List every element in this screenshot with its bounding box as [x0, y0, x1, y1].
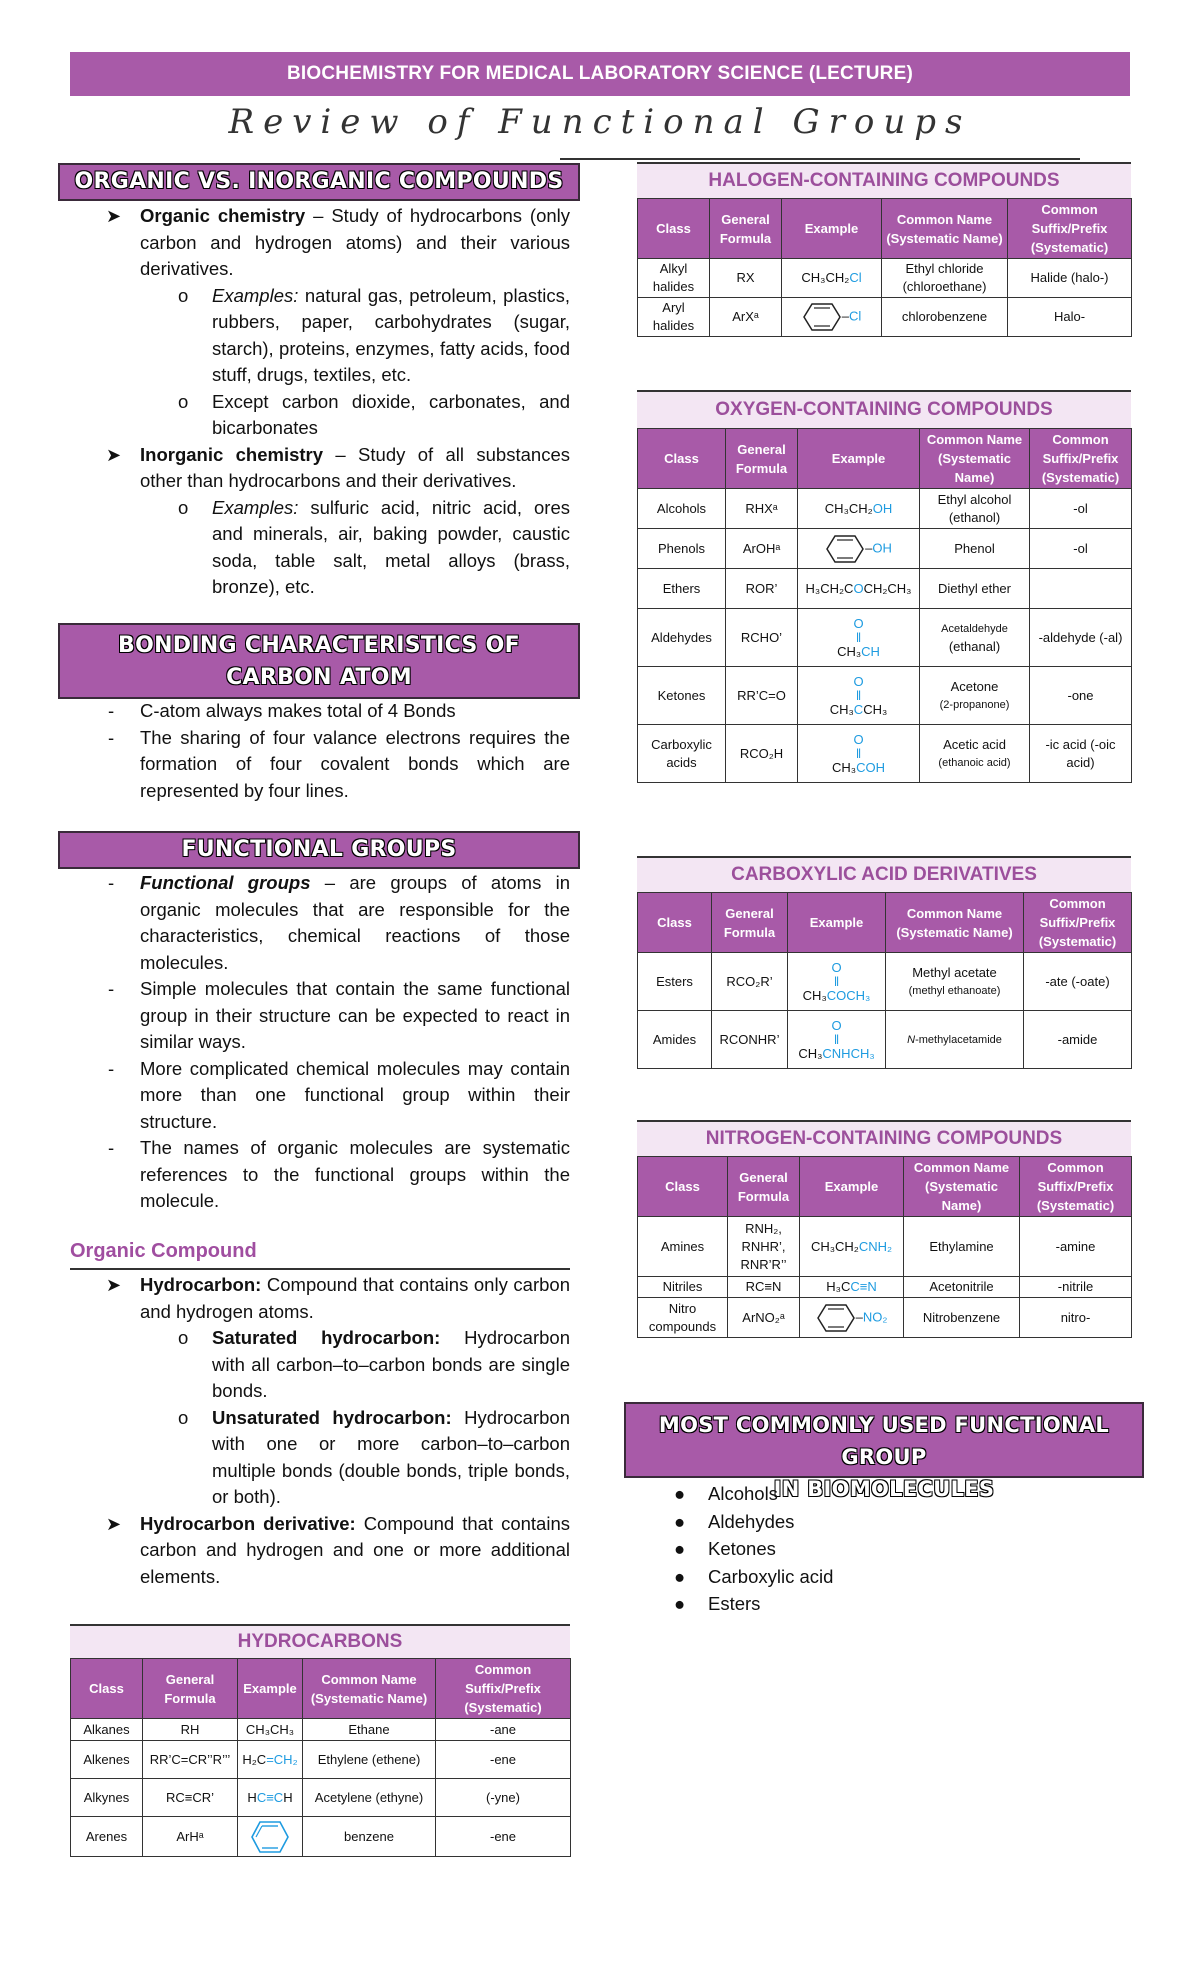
organic-except-item: o Except carbon dioxide, carbonates, and bicarbonates [178, 390, 570, 438]
saturated-item: o Saturated hydrocarbon: Hydrocarbon with all carbon–to–carbon bonds are single bonds. [178, 1327, 570, 1401]
organic-compound-body [70, 1272, 570, 1590]
list-item: ● Ketones [668, 1535, 1068, 1563]
functional-groups-body [70, 870, 570, 1215]
organic-vs-inorganic-body [70, 203, 570, 601]
table-caption: HYDROCARBONS [70, 1624, 570, 1658]
benzene-ring-icon [816, 1303, 856, 1333]
col-header-suffix: Common Suffix/Prefix (Systematic) [436, 1659, 571, 1719]
table-row: Alkenes RR’C=CR’’R’’’ H₂C=CH₂ Ethylene (ethene) -ene [71, 1741, 571, 1779]
title-underline [560, 158, 1080, 160]
col-header-class: Class [71, 1659, 143, 1719]
list-item: ● Alcohols [668, 1480, 1068, 1508]
dot-bullet-icon: ● [674, 1593, 686, 1614]
table-row: Alkynes RC≡CR’ HC≡CH Acetylene (ethyne) (-yne) [71, 1779, 571, 1817]
list-item: - Functional groups – are groups of atoms in organic molecules that are responsible for the characteristics, chemical reactions of those molecules. [108, 872, 570, 973]
circle-bullet-icon: o [178, 390, 189, 412]
table-row: Alkanes RH CH₃CH₃ Ethane -ane [71, 1719, 571, 1741]
arrow-bullet-icon: ➤ [106, 1513, 122, 1534]
table-row: Esters RCO₂R’ O ‖ CH₃COCH₃ Methyl acetate (methyl ethanoate) -ate (-oate) [638, 953, 1132, 1011]
course-banner: BIOCHEMISTRY FOR MEDICAL LABORATORY SCIENCE (LECTURE) [70, 52, 1130, 96]
functional-groups-header: FUNCTIONAL GROUPS [58, 831, 580, 869]
table-row: Aldehydes RCHO’ O ‖ CH₃CH Acetaldehyde (ethanal) -aldehyde (-al) [638, 609, 1132, 667]
oxygen-table: OXYGEN-CONTAINING COMPOUNDS Class General Formula Example Common Name (Systematic Name) Common Suffix/Prefix (Systematic) Alcohols RHXᵃ CH₃CH₂OH Ethyl alcohol (ethanol) -ol Phenols ArOHᵃ –OH Phenol -ol Ethers ROR’ H₃CH₂COCH₂CH₃ Diethyl ether Aldehydes RCHO’ O ‖ CH₃CH Acetaldehyde (ethanal) -aldehyde (-al) Ketones RR’C=O O ‖ CH₃CCH₃ Acetone (2-propanone) -one Carboxylic acids RCO₂H O ‖ CH₃COH Acetic acid (ethanoic acid) -ic acid (-oic acid) [637, 390, 1131, 783]
list-item: ● Aldehydes [668, 1508, 1068, 1536]
table-row: Alcohols RHXᵃ CH₃CH₂OH Ethyl alcohol (ethanol) -ol [638, 489, 1132, 529]
table-row: Nitriles RC≡N H₃CC≡N Acetonitrile -nitrile [638, 1277, 1132, 1298]
derivative-item: ➤ Hydrocarbon derivative: Compound that contains carbon and hydrogen and one or more additional elements. [106, 1512, 570, 1587]
hydrocarbons-table [70, 1624, 570, 1857]
circle-bullet-icon: o [178, 284, 189, 306]
table-row: Aryl halides ArXᵃ –Cl chlorobenzene Halo- [638, 298, 1132, 337]
table-row: Alkyl halides RX CH₃CH₂Cl Ethyl chloride (chloroethane) Halide (halo-) [638, 259, 1132, 298]
organic-chemistry-item: ➤ Organic chemistry – Study of hydrocarbons (only carbon and hydrogen atoms) and their various derivatives. [106, 205, 571, 279]
most-common-header: MOST COMMONLY USED FUNCTIONAL GROUP IN BIOMOLECULES [624, 1402, 1144, 1478]
organic-compound-rule [70, 1268, 570, 1270]
col-header-common-name: Common Name (Systematic Name) [303, 1659, 436, 1719]
most-common-list [668, 1480, 1068, 1618]
table-row: Arenes ArHᵃ benzene -ene [71, 1817, 571, 1857]
table-row: Nitro compounds ArNO₂ᵃ –NO₂ Nitrobenzene nitro- [638, 1298, 1132, 1338]
hydrocarbon-item: ➤ Hydrocarbon: Compound that contains only carbon and hydrogen atoms. [106, 1274, 570, 1322]
table-row: Phenols ArOHᵃ –OH Phenol -ol [638, 529, 1132, 569]
list-item: - C-atom always makes total of 4 Bonds [108, 700, 456, 721]
arrow-bullet-icon: ➤ [106, 444, 122, 465]
page-title: Review of Functional Groups [228, 102, 972, 142]
dot-bullet-icon: ● [674, 1483, 686, 1504]
inorganic-examples-item: o Examples: sulfuric acid, nitric acid, ores and minerals, air, baking powder, caustic soda, table salt, metal alloys (brass, bronze), etc. [178, 496, 570, 597]
table-caption: CARBOXYLIC ACID DERIVATIVES [637, 856, 1131, 892]
nitrogen-table: NITROGEN-CONTAINING COMPOUNDS Class General Formula Example Common Name (Systematic Name) Common Suffix/Prefix (Systematic) Amines RNH₂, RNHR’, RNR’R’’ CH₃CH₂CNH₂ Ethylamine -amine Nitriles RC≡N H₃CC≡N Acetonitrile -nitrile Nitro compounds ArNO₂ᵃ –NO₂ Nitrobenzene nitro- [637, 1120, 1131, 1338]
col-header-formula: General Formula [143, 1659, 238, 1719]
table-row: Carboxylic acids RCO₂H O ‖ CH₃COH Acetic acid (ethanoic acid) -ic acid (-oic acid) [638, 725, 1132, 783]
table-caption: NITROGEN-CONTAINING COMPOUNDS [637, 1120, 1131, 1156]
arrow-bullet-icon: ➤ [106, 1275, 122, 1295]
benzene-ring-icon [250, 1820, 290, 1854]
list-item: - More complicated chemical molecules may contain more than one functional group within their structure. [108, 1057, 570, 1132]
table-row: Ethers ROR’ H₃CH₂COCH₂CH₃ Diethyl ether [638, 569, 1132, 609]
dot-bullet-icon: ● [674, 1565, 686, 1587]
benzene-ring-icon [825, 534, 865, 564]
organic-examples-item: o Examples: natural gas, petroleum, plastics, rubbers, paper, carbohydrates (sugar, starch), proteins, enzymes, fatty acids, food stuff, drugs, textiles, etc. [178, 284, 570, 385]
dot-bullet-icon: ● [674, 1538, 686, 1559]
dot-bullet-icon: ● [674, 1510, 686, 1532]
list-item: ● Esters [668, 1590, 1068, 1618]
col-header-example: Example [238, 1659, 303, 1719]
list-item: ● Carboxylic acid [668, 1563, 1068, 1591]
bonding-body [70, 698, 570, 804]
list-item: - The names of organic molecules are systematic references to the functional groups within the molecule. [108, 1137, 570, 1211]
benzene-ring-icon [802, 302, 842, 332]
inorganic-chemistry-item: ➤ Inorganic chemistry – Study of all substances other than hydrocarbons and their derivatives. [106, 443, 570, 491]
bonding-header: BONDING CHARACTERISTICS OF CARBON ATOM [58, 623, 580, 699]
circle-bullet-icon: o [178, 496, 189, 518]
halogen-table: HALOGEN-CONTAINING COMPOUNDS Class General Formula Example Common Name (Systematic Name) Common Suffix/Prefix (Systematic) Alkyl halides RX CH₃CH₂Cl Ethyl chloride (chloroethane) Halide (halo-) Aryl halides ArXᵃ –Cl chlorobenzene Halo- [637, 162, 1131, 337]
list-item: - The sharing of four valance electrons requires the formation of four covalent bonds which are represented by four lines. [108, 726, 570, 801]
carboxylic-derivatives-table: CARBOXYLIC ACID DERIVATIVES Class General Formula Example Common Name (Systematic Name) Common Suffix/Prefix (Systematic) Esters RCO₂R’ O ‖ CH₃COCH₃ Methyl acetate (methyl ethanoate) -ate (-oate) Amides RCONHR’ O ‖ CH₃CNHCH₃ N-methylacetamide -amide [637, 856, 1131, 1069]
table-row: Amides RCONHR’ O ‖ CH₃CNHCH₃ N-methylacetamide -amide [638, 1011, 1132, 1069]
organic-vs-inorganic-header: ORGANIC VS. INORGANIC COMPOUNDS [58, 163, 580, 201]
table-caption: HALOGEN-CONTAINING COMPOUNDS [637, 162, 1131, 198]
circle-bullet-icon: o [178, 1406, 189, 1428]
circle-bullet-icon: o [178, 1327, 189, 1348]
list-item: - Simple molecules that contain the same functional group in their structure can be expected to react in similar ways. [108, 978, 570, 1052]
table-row: Ketones RR’C=O O ‖ CH₃CCH₃ Acetone (2-propanone) -one [638, 667, 1132, 725]
table-caption: OXYGEN-CONTAINING COMPOUNDS [637, 390, 1131, 428]
table-row: Amines RNH₂, RNHR’, RNR’R’’ CH₃CH₂CNH₂ Ethylamine -amine [638, 1217, 1132, 1277]
arrow-bullet-icon: ➤ [106, 206, 122, 226]
organic-compound-heading: Organic Compound [70, 1240, 257, 1262]
unsaturated-item: o Unsaturated hydrocarbon: Hydrocarbon with one or more carbon–to–carbon multiple bonds (double bonds, triple bonds, or both). [178, 1406, 570, 1507]
